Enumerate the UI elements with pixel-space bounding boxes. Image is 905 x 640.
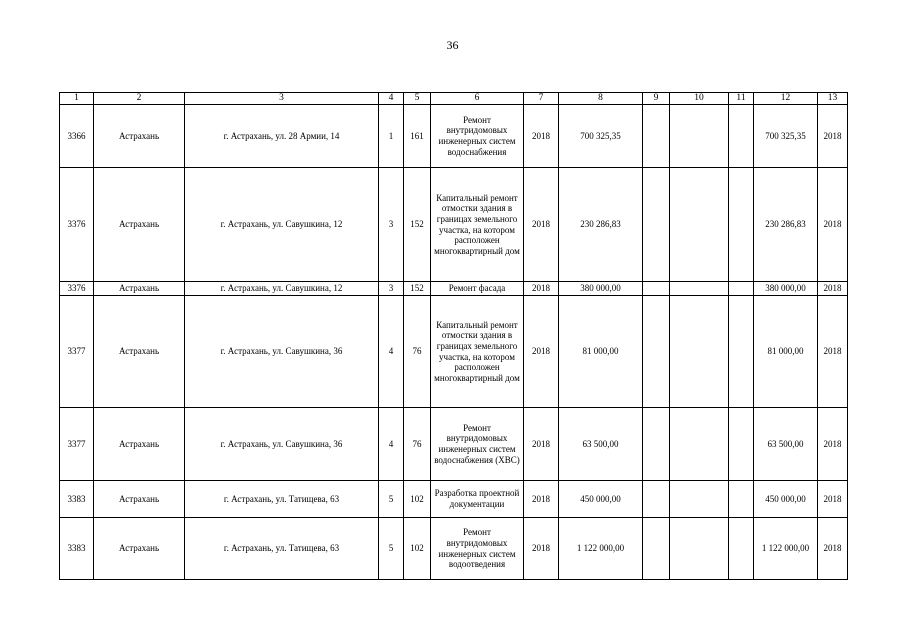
table-row xyxy=(60,105,848,168)
col-header: 10 xyxy=(670,93,729,105)
total-cost: 450 000,00 xyxy=(754,481,818,518)
cost: 1 122 000,00 xyxy=(559,518,643,580)
row-number: 3376 xyxy=(60,282,94,296)
cell-c11 xyxy=(729,408,754,481)
col-header: 4 xyxy=(379,93,404,105)
work-type: Разработка проектной документации xyxy=(431,481,524,518)
table-row xyxy=(60,481,848,518)
col-header: 7 xyxy=(524,93,559,105)
cell-c9 xyxy=(643,296,670,408)
capital-repair-table xyxy=(59,92,848,580)
row-number: 3376 xyxy=(60,168,94,282)
city: Астрахань xyxy=(94,282,185,296)
cell-c4: 3 xyxy=(379,282,404,296)
cost: 450 000,00 xyxy=(559,481,643,518)
col-header: 8 xyxy=(559,93,643,105)
cell-c4: 3 xyxy=(379,168,404,282)
city: Астрахань xyxy=(94,296,185,408)
cell-c11 xyxy=(729,282,754,296)
cost: 230 286,83 xyxy=(559,168,643,282)
cell-c4: 4 xyxy=(379,296,404,408)
cell-c9 xyxy=(643,168,670,282)
year: 2018 xyxy=(524,518,559,580)
cell-c4: 4 xyxy=(379,408,404,481)
address: г. Астрахань, ул. Савушкина, 36 xyxy=(185,296,379,408)
cost: 63 500,00 xyxy=(559,408,643,481)
cell-c5: 76 xyxy=(404,408,431,481)
cell-c10 xyxy=(670,105,729,168)
year: 2018 xyxy=(524,296,559,408)
table-row xyxy=(60,296,848,408)
col-header: 12 xyxy=(754,93,818,105)
work-type: Ремонт внутридомовых инженерных систем водоотведения xyxy=(431,518,524,580)
cell-c5: 76 xyxy=(404,296,431,408)
cell-c10 xyxy=(670,481,729,518)
cell-c10 xyxy=(670,408,729,481)
col-header: 9 xyxy=(643,93,670,105)
cost: 81 000,00 xyxy=(559,296,643,408)
year: 2018 xyxy=(524,408,559,481)
table-row xyxy=(60,518,848,580)
row-number: 3366 xyxy=(60,105,94,168)
cell-c5: 102 xyxy=(404,481,431,518)
total-cost: 63 500,00 xyxy=(754,408,818,481)
cell-c4: 1 xyxy=(379,105,404,168)
work-type: Ремонт внутридомовых инженерных систем водоснабжения xyxy=(431,105,524,168)
work-type: Капитальный ремонт отмостки здания в границах земельного участка, на котором расположен многоквартирный дом xyxy=(431,296,524,408)
address: г. Астрахань, ул. Савушкина, 12 xyxy=(185,282,379,296)
cost: 380 000,00 xyxy=(559,282,643,296)
work-type: Капитальный ремонт отмостки здания в границах земельного участка, на котором расположен многоквартирный дом xyxy=(431,168,524,282)
row-number: 3383 xyxy=(60,481,94,518)
col-header: 13 xyxy=(818,93,848,105)
cell-c11 xyxy=(729,168,754,282)
cell-c9 xyxy=(643,518,670,580)
table-row xyxy=(60,408,848,481)
address: г. Астрахань, ул. Татищева, 63 xyxy=(185,481,379,518)
cell-c10 xyxy=(670,282,729,296)
cost: 700 325,35 xyxy=(559,105,643,168)
city: Астрахань xyxy=(94,105,185,168)
year: 2018 xyxy=(524,168,559,282)
col-header: 1 xyxy=(60,93,94,105)
final-year: 2018 xyxy=(818,518,848,580)
total-cost: 380 000,00 xyxy=(754,282,818,296)
col-header: 6 xyxy=(431,93,524,105)
table-row xyxy=(60,168,848,282)
address: г. Астрахань, ул. Савушкина, 36 xyxy=(185,408,379,481)
final-year: 2018 xyxy=(818,168,848,282)
row-number: 3377 xyxy=(60,296,94,408)
page-number: 36 xyxy=(446,38,459,52)
city: Астрахань xyxy=(94,518,185,580)
col-header: 2 xyxy=(94,93,185,105)
col-header: 5 xyxy=(404,93,431,105)
city: Астрахань xyxy=(94,408,185,481)
final-year: 2018 xyxy=(818,408,848,481)
cell-c9 xyxy=(643,481,670,518)
cell-c5: 161 xyxy=(404,105,431,168)
final-year: 2018 xyxy=(818,282,848,296)
cell-c11 xyxy=(729,518,754,580)
cell-c10 xyxy=(670,296,729,408)
final-year: 2018 xyxy=(818,105,848,168)
total-cost: 700 325,35 xyxy=(754,105,818,168)
header-row xyxy=(60,93,848,105)
city: Астрахань xyxy=(94,481,185,518)
cell-c5: 152 xyxy=(404,168,431,282)
final-year: 2018 xyxy=(818,296,848,408)
cell-c9 xyxy=(643,408,670,481)
cell-c9 xyxy=(643,282,670,296)
final-year: 2018 xyxy=(818,481,848,518)
year: 2018 xyxy=(524,282,559,296)
cell-c5: 152 xyxy=(404,282,431,296)
cell-c4: 5 xyxy=(379,481,404,518)
row-number: 3377 xyxy=(60,408,94,481)
cell-c10 xyxy=(670,518,729,580)
cell-c10 xyxy=(670,168,729,282)
cell-c9 xyxy=(643,105,670,168)
cell-c11 xyxy=(729,481,754,518)
col-header: 3 xyxy=(185,93,379,105)
cell-c4: 5 xyxy=(379,518,404,580)
work-type: Ремонт внутридомовых инженерных систем водоснабжения (ХВС) xyxy=(431,408,524,481)
cell-c11 xyxy=(729,296,754,408)
address: г. Астрахань, ул. 28 Армии, 14 xyxy=(185,105,379,168)
table-row xyxy=(60,282,848,296)
row-number: 3383 xyxy=(60,518,94,580)
year: 2018 xyxy=(524,481,559,518)
total-cost: 230 286,83 xyxy=(754,168,818,282)
year: 2018 xyxy=(524,105,559,168)
address: г. Астрахань, ул. Татищева, 63 xyxy=(185,518,379,580)
total-cost: 81 000,00 xyxy=(754,296,818,408)
col-header: 11 xyxy=(729,93,754,105)
address: г. Астрахань, ул. Савушкина, 12 xyxy=(185,168,379,282)
city: Астрахань xyxy=(94,168,185,282)
cell-c11 xyxy=(729,105,754,168)
work-type: Ремонт фасада xyxy=(431,282,524,296)
cell-c5: 102 xyxy=(404,518,431,580)
total-cost: 1 122 000,00 xyxy=(754,518,818,580)
